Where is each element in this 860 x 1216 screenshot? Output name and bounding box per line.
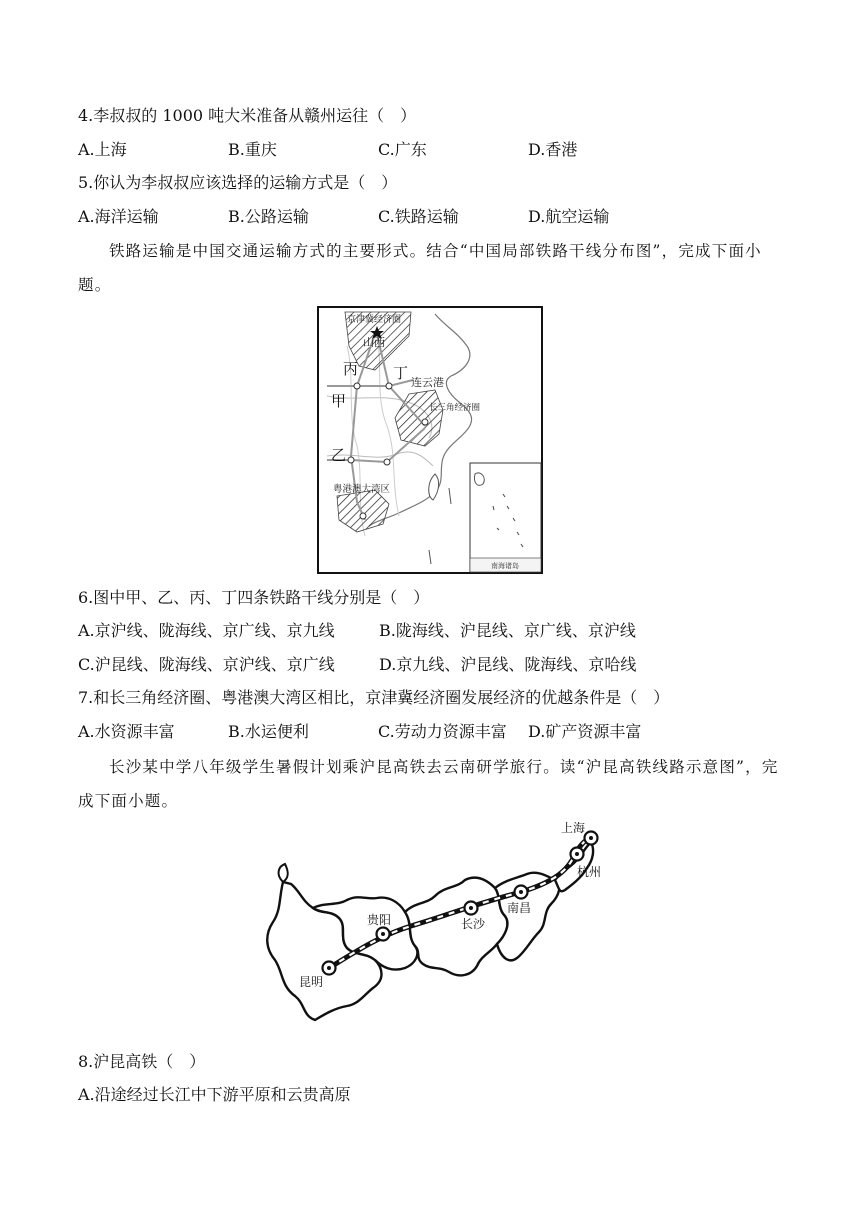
railway-map-figure <box>317 306 543 574</box>
csj-label: 长三角经济圈 <box>429 403 481 413</box>
station-changsha <box>465 902 478 915</box>
label-yi: 乙 <box>331 446 347 464</box>
question-6-stem: 6.图中甲、乙、丙、丁四条铁路干线分别是（ ） <box>78 588 430 607</box>
gba-label: 粤港澳大湾区 <box>333 484 391 495</box>
question-7-stem: 7.和长三角经济圈、粤港澳大湾区相比，京津冀经济圈发展经济的优越条件是（ ） <box>78 688 670 707</box>
q7-option-d: D.矿产资源丰富 <box>528 722 642 741</box>
question-8-stem: 8.沪昆高铁（ ） <box>78 1052 206 1071</box>
railway-map <box>317 306 543 574</box>
intro-paragraph-hsr: 长沙某中学八年级学生暑假计划乘沪昆高铁去云南研学旅行。读“沪昆高铁线路示意图”，完成下面小题。 <box>78 758 779 810</box>
q5-option-b: B.公路运输 <box>228 207 309 226</box>
q4-option-c: C.广东 <box>378 140 427 159</box>
label-guiyang: 贵阳 <box>367 913 392 927</box>
label-kunming: 昆明 <box>299 975 324 989</box>
q5-option-d: D.航空运输 <box>528 207 610 226</box>
question-5-stem: 5.你认为李叔叔应该选择的运输方式是（ ） <box>78 173 398 192</box>
label-nanchang: 南昌 <box>507 901 532 915</box>
lianyungang-label: 连云港 <box>411 376 444 389</box>
q6-option-b: B.陇海线、沪昆线、京广线、京沪线 <box>379 621 636 640</box>
label-hangzhou: 杭州 <box>577 865 602 879</box>
q7-option-c: C.劳动力资源丰富 <box>378 722 507 741</box>
station-shanghai <box>585 832 598 845</box>
jjj-label: 京津冀经济圈 <box>347 315 402 325</box>
hsr-map-figure <box>255 818 615 1028</box>
station-guiyang <box>377 928 390 941</box>
q4-option-d: D.香港 <box>528 140 578 159</box>
q8-option-a: A.沿途经过长江中下游平原和云贵高原 <box>78 1085 351 1104</box>
label-ding: 丁 <box>393 364 409 382</box>
question-4-stem: 4.李叔叔的 1000 吨大米准备从赣州运往（ ） <box>78 106 417 125</box>
hsr-map <box>255 818 615 1028</box>
shanxi-label: 山西 <box>363 336 385 349</box>
q4-option-a: A.上海 <box>78 140 127 159</box>
q7-option-a: A.水资源丰富 <box>78 722 175 741</box>
intro-paragraph-railway: 铁路运输是中国交通运输方式的主要形式。结合“中国局部铁路干线分布图”，完成下面小题。 <box>78 242 762 294</box>
q6-option-c: C.沪昆线、陇海线、京沪线、京广线 <box>78 655 335 674</box>
q6-option-d: D.京九线、沪昆线、陇海线、京哈线 <box>379 655 637 674</box>
label-bing: 丙 <box>343 360 359 378</box>
q6-option-a: A.京沪线、陇海线、京广线、京九线 <box>78 621 335 640</box>
label-changsha: 长沙 <box>461 917 486 931</box>
q5-option-a: A.海洋运输 <box>78 207 159 226</box>
q4-option-b: B.重庆 <box>228 140 277 159</box>
label-shanghai: 上海 <box>561 821 586 835</box>
station-nanchang <box>515 886 528 899</box>
station-hangzhou <box>571 848 584 861</box>
q7-option-b: B.水运便利 <box>228 722 309 741</box>
station-kunming <box>323 962 336 975</box>
label-jia: 甲 <box>331 392 347 410</box>
inset-label: 南海诸岛 <box>491 562 519 570</box>
q5-option-c: C.铁路运输 <box>378 207 459 226</box>
